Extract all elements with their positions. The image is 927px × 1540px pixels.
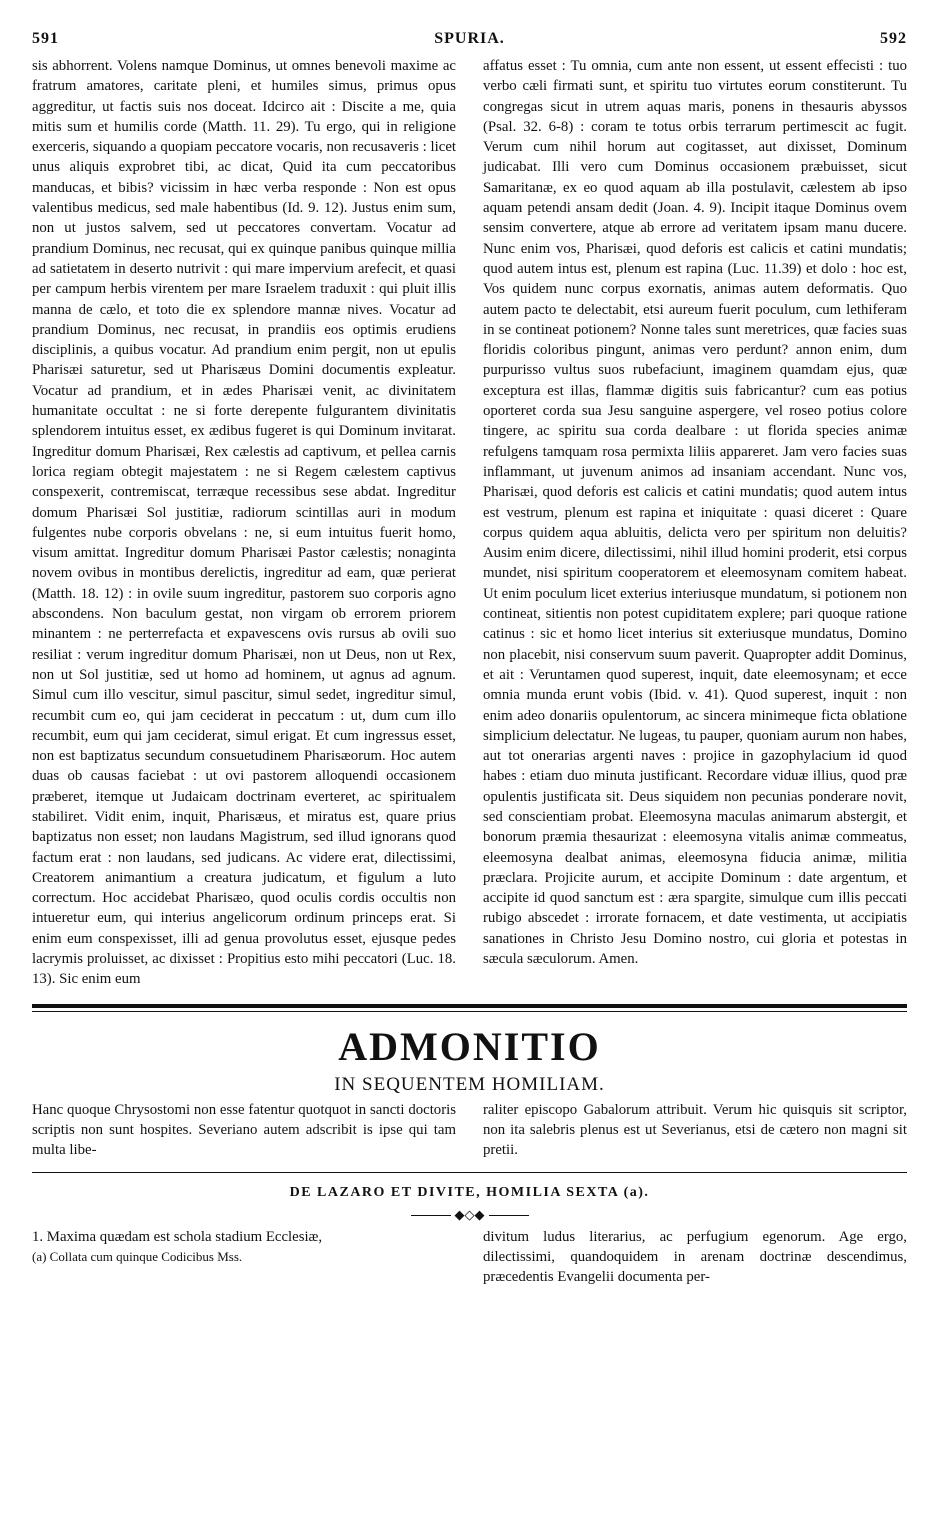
section-rule-thick bbox=[32, 1004, 907, 1008]
page bbox=[32, 30, 907, 1287]
admonitio-right-text: raliter episcopo Gabalorum attribuit. Verum hic quisquis sit scriptor, non ita salebris plenus est ut Severianus, etsi de cætero non magni sit pretii. bbox=[483, 1101, 907, 1158]
homily-right-text: divitum ludus literarius, ac perfugium egenorum. Age ergo, dilectissimi, quandoquidem in arenam doctrinæ descendimus, præcedentis Evangelii documenta per- bbox=[483, 1228, 907, 1285]
homily-separator bbox=[32, 1172, 907, 1173]
homily-column-left bbox=[32, 1227, 456, 1287]
homily-left-text: 1. Maxima quædam est schola stadium Ecclesiæ, bbox=[32, 1228, 323, 1245]
admonitio-subtitle: IN SEQUENTEM HOMILIAM. bbox=[334, 1073, 605, 1095]
column-left bbox=[32, 56, 456, 990]
column-right bbox=[483, 56, 907, 990]
running-title: SPURIA. bbox=[434, 30, 505, 47]
admonitio-text bbox=[32, 1100, 907, 1160]
page-number-right: 592 bbox=[880, 30, 907, 47]
column-left-text: sis abhorrent. Volens namque Dominus, ut omnes benevoli maxime ac fratrum amatores, caritate pleni, et humiles simus, primus opus aggreditur, ut factis suis nos doceat. Idcirco ait : Discite a me, quia mitis sum et humilis corde (Matth. 11. 29). Tu ergo, qui in religione exerceris, siquando a quopiam peccatore vocaris, non recusaveris : licet unus aliquis exprobret tibi, ac dicat, Quid ita cum peccatoribus manducas, et bibis? vicissim in hæc verba responde : Non est opus valentibus medicus, sed male habentibus (Id. 9. 12). Justus enim sum, non ut justos salvem, sed ut peccatores convertam. Vocatur ad prandium Dominus, nec recusat, qui ex quinque panibus quinque millia ad satietatem in deserto nutrivit : qui mare impervium arefecit, et quasi per campum herbis virentem per mare Israelem traduxit : qui pluit illis manna de cælo, et toto die ex splendore mannæ nives. Vocatur ad prandium Dominus, nec recusat, in prandiis eos optimis erudiens disciplinis, a quibus vocatur. Ad prandium enim pergit, non ut epulis Pharisæi saturetur, sed ut Pharisæus Domini documentis expleatur. Vocatur ad prandium, et in ædes Pharisæi venit, ac divinitatem humanitate occultat : ne si forte derepente fulgurantem divinitatis splendorem intuitus esset, ex ædibus fugeret is qui Dominum invitarat. Ingreditur domum Pharisæi, Rex cælestis ad captivum, et pellea carnis lorica regiam obtegit majestatem : ne si Regem cælestem captivus conspexerit, contremiscat, terræque recessibus sese abdat. Ingreditur domum Pharisæi Sol justitiæ, radiorum scintillas auri in modum fulgentes nube corporis obvelans : ne, si eum intuitus fuerit homo, visum amittat. Ingreditur domum Pharisæi Pastor cælestis; nonaginta novem ovibus in montibus derelictis, ingreditur ad eam, quæ perierat (Matth. 18. 12) : in ovile suum ingreditur, pastorem suo corporis agno abscondens. Non baculum gestat, non virgam ob errorem priorem minantem : ne perterrefacta et expavescens ovis rursus ab ovili suo resiliat : verum ingreditur domum Pharisæi, non ut Deus, non ut Rex, non ut Sol justitiæ, sed ut homo ad hominem, ut agnus ad agnum. Simul cum illo vescitur, simul pascitur, simul sedet, ingreditur simul, recumbit cum eo, qui jam ceciderat in peccatum : ut, dum cum illo recumbit, eum qui jam ceciderat, simul erigat. Et cum ingressus esset, non est baptizatus secundum consuetudinem Pharisæorum. Hoc autem duas ob causas faciebat : ut ovi pastorem alloquendi occasionem præberet, itemque ut Judaicam doctrinam everteret, ac spiritualem stabiliret. Vidit enim, inquit, Pharisæus, et miratus est, quare prius baptizatus non esset; non laudans Magistrum, sed illud ignorans quod factum erat : non laudans, sed judicans. Ac videre erat, dilectissimi, Creatorem animantium a creatura judicatum, et figulum a luto correctum. Hoc accidebat Pharisæo, quod oculis cordis occultis non intueretur eum, qui interius angelicorum ordinum princeps erat. Si enim eum conspexisset, illi ad genua provolutus esset, ejusque pedes lacrymis proluisset, ac dixisset : Propitius esto mihi peccatori (Luc. 18. 13). Sic enim eum bbox=[32, 58, 456, 988]
ornament-divider-icon: ◆◇◆ bbox=[32, 1207, 907, 1223]
admonitio-column-left bbox=[32, 1100, 456, 1160]
admonitio-left-text: Hanc quoque Chrysostomi non esse fatentur quotquot in sancti doctoris scriptis non sunt hospites. Severiano autem adscribit is ipse qui tam multa libe- bbox=[32, 1101, 456, 1158]
footnote: (a) Collata cum quinque Codicibus Mss. bbox=[32, 1248, 243, 1264]
running-head bbox=[32, 30, 907, 52]
homily-column-right bbox=[483, 1227, 907, 1287]
admonitio-title: ADMONITIO bbox=[338, 1023, 601, 1069]
section-rule-thin bbox=[32, 1011, 907, 1012]
homily-title: DE LAZARO ET DIVITE, HOMILIA SEXTA (a). bbox=[289, 1184, 650, 1200]
admonitio-column-right bbox=[483, 1100, 907, 1160]
main-text bbox=[32, 56, 907, 990]
page-number-left: 591 bbox=[32, 30, 59, 47]
homily-text bbox=[32, 1227, 907, 1287]
column-right-text: affatus esset : Tu omnia, cum ante non essent, ut essent effecisti : tuo verbo cæli firmati sunt, et spiritu tuo virtutes eorum constiterunt. Tu congregas sicut in utrem aquas maris, ponens in thesauris abyssos (Psal. 32. 6-8) : coram te totus orbis terrarum pertimescit ac fugit. Verum cum nihil horum aut cogitasset, aut dixisset, Dominum judicabat. Illi vero cum Dominus occasionem præbuisset, sicut Samaritanæ, ex eo quod aquam ab illa postulavit, cælestem ab ipso aquam petendi ansam dedit (Joan. 4. 9). Incipit itaque Dominus ovem sensim convertere, atque ab errore ad veritatem ipsam manu ducere. Nunc enim vos, Pharisæi, quod deforis est calicis et catini mundatis; quod autem intus est, plenum est rapina (Luc. 11.39) et dolo : hoc est, Vos quidem nunc corpus exornatis, animas autem deformatis. Quo autem pacto te delectabit, etsi aureum fuerit poculum, cum lethiferam in se contineat potionem? Nonne tales sunt meretrices, quæ facies suas floridis coloribus pingunt, animas vero perdunt? annon enim, dum purpurisso vultus suos rubefaciunt, imaginem quamdam ejus, quæ exceptura est illas, flammæ digitis suis fabricantur? cum eas potius oporteret corda sua Jesu sanguine aspergere, vel roseo potius colore tingere, ac spiritu sua corda dealbare : ut florida species animæ refulgens tamquam rosa permixta liliis appareret. Jam vero facies suas inflammant, ut juvenum animos ad insaniam accendant. Nunc vos, Pharisæi, quod deforis est calicis et catini mundatis; quod autem intus est vestrum, plenum est rapina et iniquitate : quasi diceret : Quare corpus quidem aqua abluitis, delicta vero per spiritum non deluitis? Ausim enim dicere, dilectissimi, nihil illud homini proderit, etsi corpus mundet, nisi spiritum cooperatorem et eleemosynam comitem habeat. Ut enim poculum licet exterius interiusque mundatum, si potionem non contineat, sitientis non potest cupiditatem explere; pari quoque ratione catinus : sic et homo licet interius sit exteriusque mundatus, Domino non placebit, nisi conservum suum paverit. Quapropter addit Dominus, et ait : Veruntamen quod superest, inquit, date eleemosynam; et ecce omnia munda erunt vobis (Ibid. v. 41). Quod superest, inquit : non enim adeo donariis opulentorum, ac sincera minimeque ficta oblatione simplicium delectatur. Ne lugeas, tu pauper, quoniam aurum non habes, aut tot onerarias argenti naves : projice in gazophylacium id quod habes : etiam duo minuta justificant. Recordare viduæ illius, quod præ opulentis justificata sit. Deus siquidem non pecunias ponderare novit, sed conscientiam probat. Eleemosyna maculas animarum abstergit, et bonorum præmia thesaurizat : eleemosyna vitalis animæ commeatus, eleemosyna dealbat animas, eleemosyna fiducia animæ, militia præclara. Projicite aurum, et accipite Dominum : date argentum, et accipite id quod sanctum est : æra spargite, simulque cum illis peccati rubigo abscedet : irrorate fornacem, et date vestimenta, ut accipiatis sanationes in Christo Jesu Domino nostro, cui gloria et potestas in sæcula sæculorum. Amen. bbox=[483, 58, 907, 968]
